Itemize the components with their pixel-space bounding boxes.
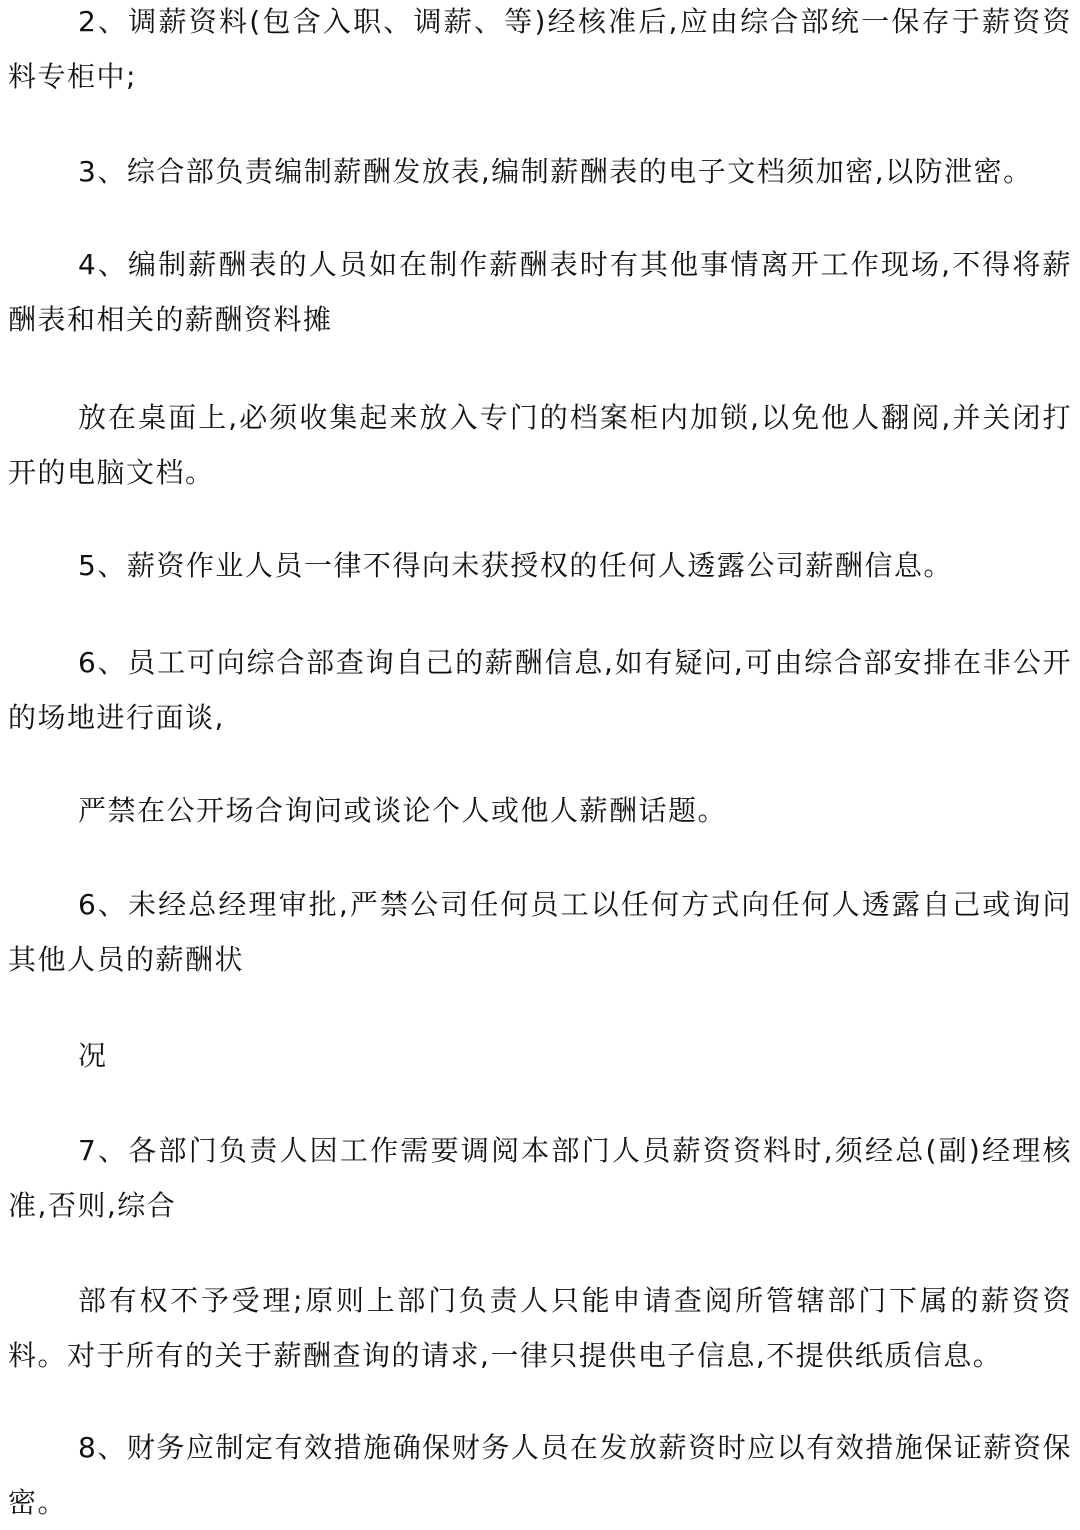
paragraph-6: 6、员工可向综合部查询自己的薪酬信息,如有疑问,可由综合部安排在非公开的场地进行面谈, (8, 646, 1072, 734)
paragraph-3: 3、综合部负责编制薪酬发放表,编制薪酬表的电子文档须加密,以防泄密。 (78, 155, 1033, 188)
paragraph-6-second-continued: 况 (78, 1039, 108, 1072)
paragraph-8: 8、财务应制定有效措施确保财务人员在发放薪资时应以有效措施保证薪资保密。 (8, 1431, 1072, 1519)
paragraph-5: 5、薪资作业人员一律不得向未获授权的任何人透露公司薪酬信息。 (78, 549, 953, 582)
paragraph-7: 7、各部门负责人因工作需要调阅本部门人员薪资资料时,须经总(副)经理核准,否则,综合 (8, 1134, 1072, 1222)
paragraph-6-continued: 严禁在公开场合询问或谈论个人或他人薪酬话题。 (78, 794, 728, 827)
paragraph-4: 4、编制薪酬表的人员如在制作薪酬表时有其他事情离开工作现场,不得将薪酬表和相关的薪酬资料摊 (8, 248, 1072, 336)
paragraph-7-continued: 部有权不予受理;原则上部门负责人只能申请查阅所管辖部门下属的薪资资料。对于所有的关于薪酬查询的请求,一律只提供电子信息,不提供纸质信息。 (8, 1284, 1072, 1372)
paragraph-6-second: 6、未经总经理审批,严禁公司任何员工以任何方式向任何人透露自己或询问其他人员的薪酬状 (8, 888, 1072, 976)
paragraph-2: 2、调薪资料(包含入职、调薪、等)经核准后,应由综合部统一保存于薪资资料专柜中; (8, 5, 1072, 93)
paragraph-4-continued: 放在桌面上,必须收集起来放入专门的档案柜内加锁,以免他人翻阅,并关闭打开的电脑文档。 (8, 401, 1072, 489)
